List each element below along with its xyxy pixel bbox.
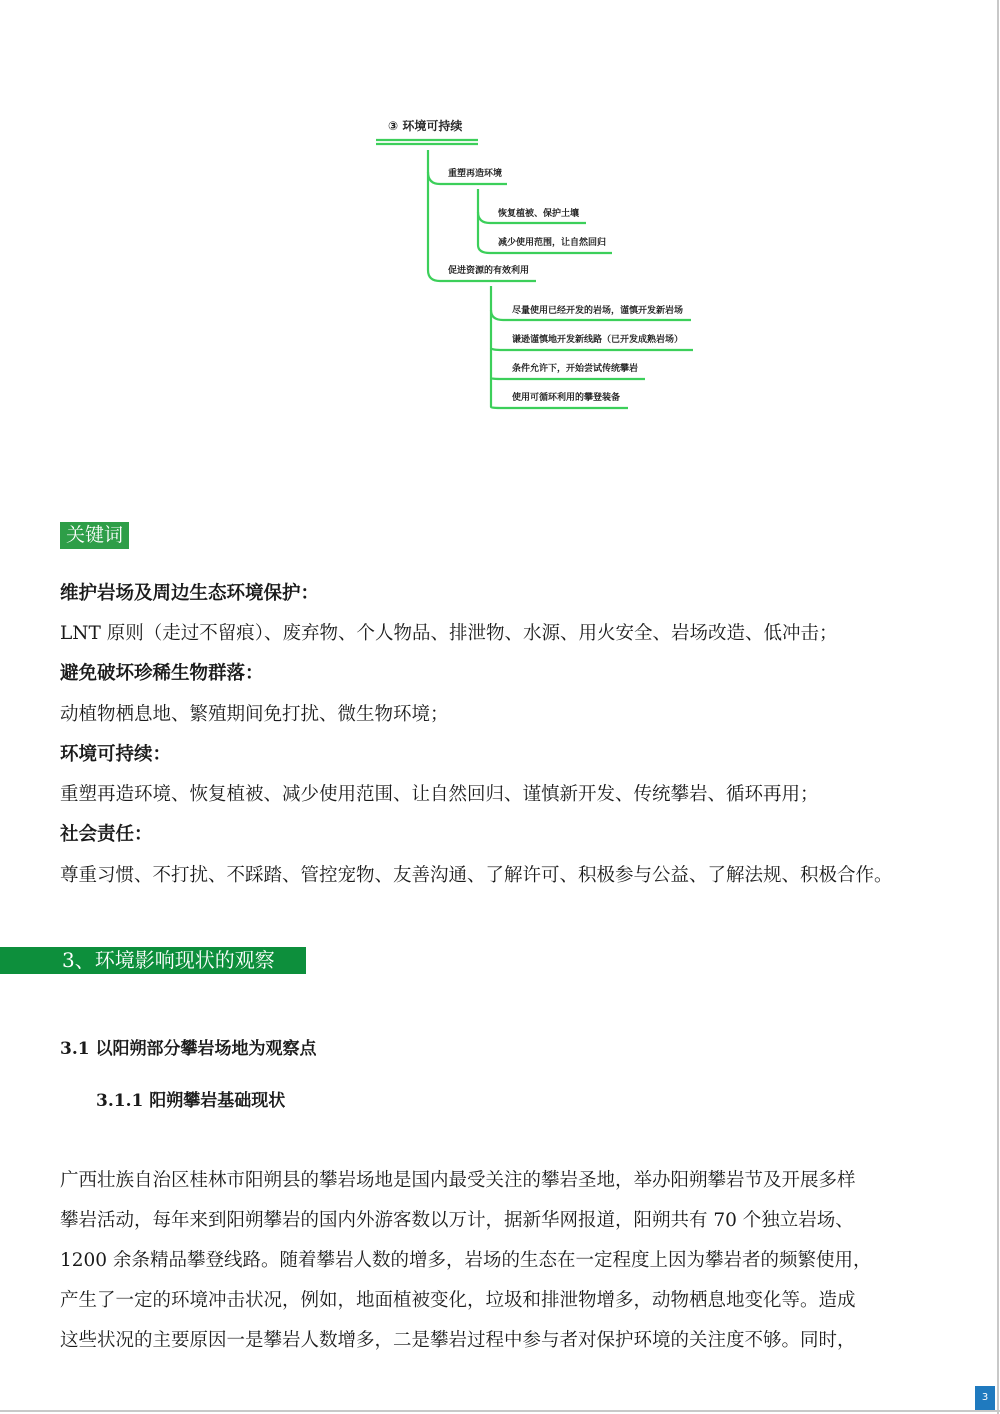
page-edge (0, 1410, 1000, 1412)
subsubsection-heading: 3.1.1 阳朔攀岩基础现状 (96, 1091, 286, 1111)
keyword-group-text: 重塑再造环境、恢复植被、减少使用范围、让自然回归、谨慎新开发、传统攀岩、循环再用； (60, 784, 819, 805)
paragraph-line: 1200 余条精品攀登线路。随着攀岩人数的增多，岩场的生态在一定程度上因为攀岩者的频繁使用， (60, 1250, 872, 1271)
paragraph-line: 广西壮族自治区桂林市阳朔县的攀岩场地是国内最受关注的攀岩圣地，举办阳朔攀岩节及开展多样 (60, 1170, 856, 1191)
paragraph-line: 产生了一定的环境冲击状况，例如，地面植被变化，垃圾和排泄物增多，动物栖息地变化等。造成 (60, 1290, 856, 1311)
paragraph-line: 这些状况的主要原因一是攀岩人数增多，二是攀岩过程中参与者对保护环境的关注度不够。同时， (60, 1330, 856, 1351)
mindmap-leaf: 谦逊谨慎地开发新线路（已开发成熟岩场） (512, 335, 684, 345)
mindmap-branch: 促进资源的有效利用 (448, 266, 530, 276)
paragraph-line: 攀岩活动，每年来到阳朔攀岩的国内外游客数以万计，据新华网报道，阳朔共有 70 个独立岩场、 (60, 1210, 854, 1231)
body-paragraph (60, 1162, 940, 1362)
mindmap-root: ③ 环境可持续 (388, 119, 463, 133)
keyword-group-text: LNT 原则（走过不留痕）、废弃物、个人物品、排泄物、水源、用火安全、岩场改造、低冲击； (60, 623, 838, 644)
mindmap-leaf: 尽量使用已经开发的岩场，谨慎开发新岩场 (512, 306, 684, 316)
mindmap-leaf: 恢复植被、保护土壤 (498, 209, 580, 219)
mindmap-leaf: 使用可循环利用的攀登装备 (512, 393, 621, 403)
keyword-group-text: 动植物栖息地、繁殖期间免打扰、微生物环境； (60, 704, 449, 725)
section-heading: 3、环境影响现状的观察 (62, 948, 275, 972)
keyword-group-title: 维护岩场及周边生态环境保护： (60, 583, 320, 604)
keyword-group-text: 尊重习惯、不打扰、不踩踏、管控宠物、友善沟通、了解许可、积极参与公益、了解法规、积极合作。 (60, 865, 893, 886)
keyword-group-title: 环境可持续： (60, 744, 172, 765)
mindmap-leaf: 减少使用范围，让自然回归 (498, 238, 607, 248)
mindmap-leaf: 条件允许下，开始尝试传统攀岩 (512, 364, 639, 374)
keyword-group-title: 避免破坏珍稀生物群落： (60, 663, 264, 684)
mindmap-branch: 重塑再造环境 (448, 169, 503, 179)
page-number: 3 (975, 1386, 995, 1410)
keyword-group-title: 社会责任： (60, 824, 153, 845)
keywords-badge: 关键词 (60, 522, 129, 549)
subsection-heading: 3.1 以阳朔部分攀岩场地为观察点 (60, 1039, 317, 1059)
